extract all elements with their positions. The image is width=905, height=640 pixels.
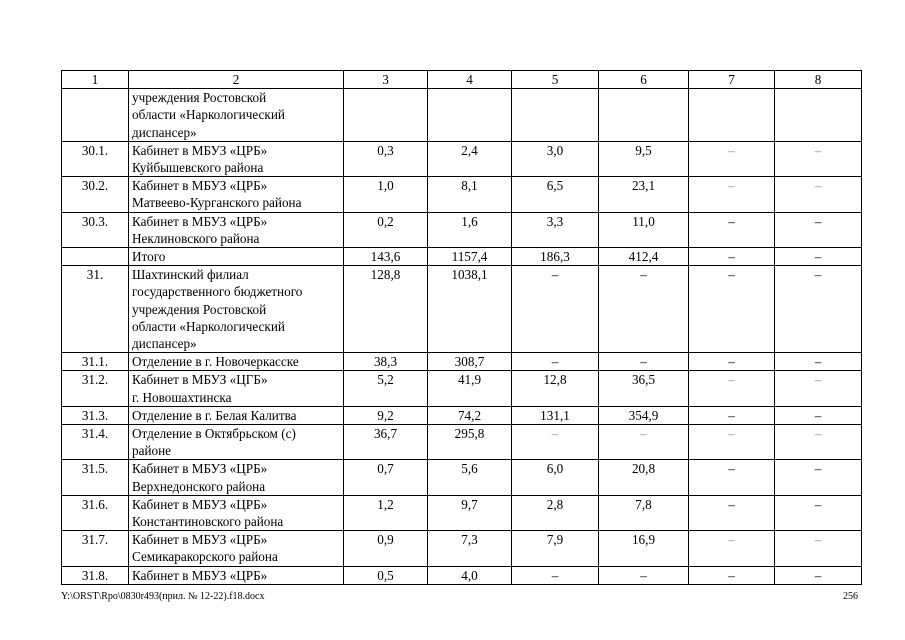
row-name: Кабинет в МБУЗ «ЦРБ» Верхнедонского района — [129, 460, 344, 495]
header-cell-5: 5 — [512, 71, 599, 89]
cell-col5 — [512, 89, 599, 142]
row-name: Кабинет в МБУЗ «ЦРБ» — [129, 566, 344, 584]
cell-col3: 1,2 — [344, 495, 428, 530]
cell-col4: 7,3 — [428, 531, 512, 566]
cell-col6: 16,9 — [599, 531, 689, 566]
cell-col4: 8,1 — [428, 177, 512, 212]
row-number: 31.3. — [62, 406, 129, 424]
cell-col5: – — [512, 566, 599, 584]
cell-col4: 1,6 — [428, 212, 512, 247]
table-row — [62, 371, 862, 406]
row-number: 31. — [62, 266, 129, 353]
cell-col7: – — [689, 425, 775, 460]
cell-col7 — [689, 89, 775, 142]
cell-col4: 5,6 — [428, 460, 512, 495]
cell-col8: – — [775, 406, 862, 424]
cell-col6: 7,8 — [599, 495, 689, 530]
header-cell-6: 6 — [599, 71, 689, 89]
cell-col4: 9,7 — [428, 495, 512, 530]
cell-col6: – — [599, 425, 689, 460]
header-cell-7: 7 — [689, 71, 775, 89]
row-number: 31.8. — [62, 566, 129, 584]
table-row — [62, 353, 862, 371]
cell-col8: – — [775, 566, 862, 584]
cell-col4: 308,7 — [428, 353, 512, 371]
cell-col7: – — [689, 141, 775, 176]
cell-col3: 0,5 — [344, 566, 428, 584]
cell-col5: 3,0 — [512, 141, 599, 176]
table-row — [62, 495, 862, 530]
cell-col8: – — [775, 141, 862, 176]
row-name: Кабинет в МБУЗ «ЦРБ» Неклиновского района — [129, 212, 344, 247]
table-row — [62, 460, 862, 495]
cell-col6: 20,8 — [599, 460, 689, 495]
cell-col8: – — [775, 371, 862, 406]
cell-col6 — [599, 89, 689, 142]
cell-col8: – — [775, 353, 862, 371]
cell-col8: – — [775, 495, 862, 530]
cell-col7: – — [689, 531, 775, 566]
cell-col5: – — [512, 266, 599, 353]
row-name: Отделение в г. Новочеркасске — [129, 353, 344, 371]
cell-col4 — [428, 89, 512, 142]
row-name: Кабинет в МБУЗ «ЦРБ» Матвеево-Курганского района — [129, 177, 344, 212]
cell-col3: 0,3 — [344, 141, 428, 176]
cell-col4: 74,2 — [428, 406, 512, 424]
cell-col4: 295,8 — [428, 425, 512, 460]
cell-col7: – — [689, 266, 775, 353]
row-name: Шахтинский филиал государственного бюджетного учреждения Ростовской области «Наркологический диспансер» — [129, 266, 344, 353]
cell-col8: – — [775, 266, 862, 353]
table-row — [62, 89, 862, 142]
cell-col6: 23,1 — [599, 177, 689, 212]
cell-col7: – — [689, 566, 775, 584]
cell-col4: 41,9 — [428, 371, 512, 406]
cell-col3: 0,9 — [344, 531, 428, 566]
row-number: 31.6. — [62, 495, 129, 530]
cell-col5: – — [512, 353, 599, 371]
row-number: 30.1. — [62, 141, 129, 176]
cell-col8 — [775, 89, 862, 142]
header-cell-8: 8 — [775, 71, 862, 89]
row-number: 31.5. — [62, 460, 129, 495]
row-number: 31.7. — [62, 531, 129, 566]
row-name: Кабинет в МБУЗ «ЦРБ» Куйбышевского района — [129, 141, 344, 176]
cell-col6: 11,0 — [599, 212, 689, 247]
cell-col5: 131,1 — [512, 406, 599, 424]
cell-col7: – — [689, 177, 775, 212]
cell-col7: – — [689, 460, 775, 495]
cell-col3: 1,0 — [344, 177, 428, 212]
cell-col4: 4,0 — [428, 566, 512, 584]
cell-col4: 1038,1 — [428, 266, 512, 353]
footer-file-path: Y:\ORST\Rpo\0830r493(прил. № 12-22).f18.docx — [61, 591, 265, 602]
cell-col6: – — [599, 566, 689, 584]
cell-col4: 1157,4 — [428, 248, 512, 266]
row-number — [62, 248, 129, 266]
cell-col3: 0,2 — [344, 212, 428, 247]
cell-col3: 128,8 — [344, 266, 428, 353]
cell-col8: – — [775, 248, 862, 266]
cell-col3: 143,6 — [344, 248, 428, 266]
row-number — [62, 89, 129, 142]
data-table — [61, 70, 862, 585]
cell-col6: – — [599, 266, 689, 353]
table-row — [62, 141, 862, 176]
cell-col3: 0,7 — [344, 460, 428, 495]
cell-col6: 9,5 — [599, 141, 689, 176]
row-name: Кабинет в МБУЗ «ЦРБ» Семикаракорского района — [129, 531, 344, 566]
cell-col7: – — [689, 248, 775, 266]
cell-col4: 2,4 — [428, 141, 512, 176]
table-row-total — [62, 248, 862, 266]
cell-col5: 6,0 — [512, 460, 599, 495]
cell-col5: 2,8 — [512, 495, 599, 530]
row-name: Отделение в г. Белая Калитва — [129, 406, 344, 424]
cell-col5: 7,9 — [512, 531, 599, 566]
table-row — [62, 177, 862, 212]
header-cell-1: 1 — [62, 71, 129, 89]
cell-col5: 6,5 — [512, 177, 599, 212]
row-name: Кабинет в МБУЗ «ЦРБ» Константиновского района — [129, 495, 344, 530]
header-cell-4: 4 — [428, 71, 512, 89]
cell-col5: 12,8 — [512, 371, 599, 406]
cell-col7: – — [689, 212, 775, 247]
cell-col5: 3,3 — [512, 212, 599, 247]
cell-col6: 354,9 — [599, 406, 689, 424]
cell-col7: – — [689, 406, 775, 424]
cell-col5: – — [512, 425, 599, 460]
cell-col8: – — [775, 212, 862, 247]
cell-col3: 9,2 — [344, 406, 428, 424]
table-row — [62, 212, 862, 247]
row-name: Итого — [129, 248, 344, 266]
cell-col6: – — [599, 353, 689, 371]
cell-col5: 186,3 — [512, 248, 599, 266]
table-header-row — [62, 71, 862, 89]
cell-col3 — [344, 89, 428, 142]
row-name: Кабинет в МБУЗ «ЦГБ» г. Новошахтинска — [129, 371, 344, 406]
row-number: 31.1. — [62, 353, 129, 371]
cell-col8: – — [775, 531, 862, 566]
table-row — [62, 266, 862, 353]
row-number: 31.4. — [62, 425, 129, 460]
row-number: 30.2. — [62, 177, 129, 212]
row-number: 30.3. — [62, 212, 129, 247]
cell-col8: – — [775, 425, 862, 460]
cell-col7: – — [689, 371, 775, 406]
header-cell-3: 3 — [344, 71, 428, 89]
table-row — [62, 566, 862, 584]
cell-col8: – — [775, 177, 862, 212]
cell-col3: 36,7 — [344, 425, 428, 460]
cell-col3: 38,3 — [344, 353, 428, 371]
header-cell-2: 2 — [129, 71, 344, 89]
cell-col7: – — [689, 353, 775, 371]
table-row — [62, 425, 862, 460]
cell-col6: 36,5 — [599, 371, 689, 406]
table-row — [62, 531, 862, 566]
table-row — [62, 406, 862, 424]
footer-page-number: 256 — [843, 591, 858, 602]
row-number: 31.2. — [62, 371, 129, 406]
cell-col6: 412,4 — [599, 248, 689, 266]
row-name: учреждения Ростовской области «Наркологический диспансер» — [129, 89, 344, 142]
cell-col8: – — [775, 460, 862, 495]
cell-col7: – — [689, 495, 775, 530]
cell-col3: 5,2 — [344, 371, 428, 406]
row-name: Отделение в Октябрьском (с) районе — [129, 425, 344, 460]
